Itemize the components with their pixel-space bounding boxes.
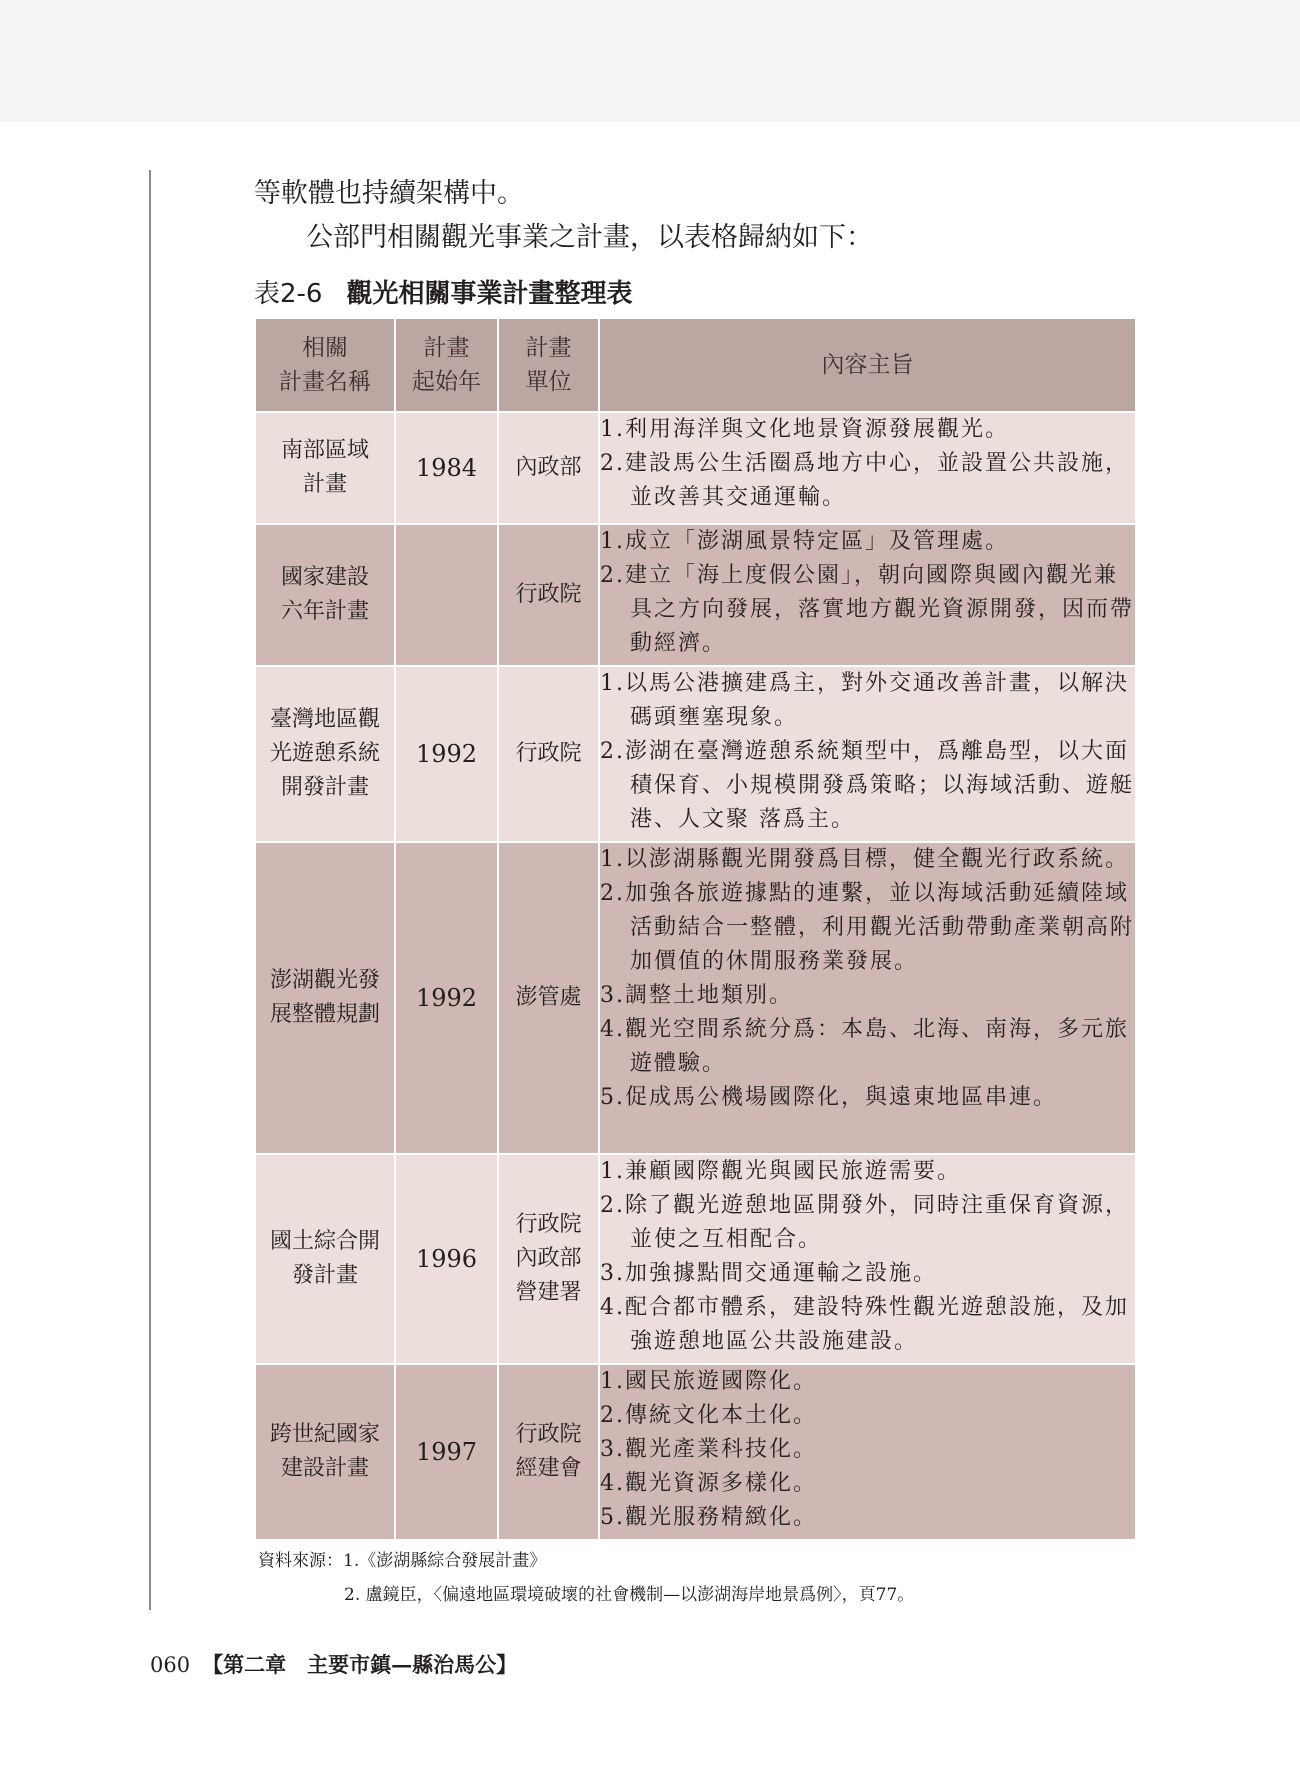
content-item: 4.觀光資源多樣化。 <box>600 1471 817 1496</box>
table-number: 表2-6 <box>254 279 323 309</box>
top-margin-band <box>0 0 1300 122</box>
unit-cell: 內政部 <box>498 412 599 524</box>
content-item: 1.兼顧國際觀光與國民旅遊需要。 <box>600 1159 961 1184</box>
content-item: 3.觀光產業科技化。 <box>600 1437 817 1462</box>
start-year-cell: 1984 <box>395 412 498 524</box>
plan-name-cell: 南部區域 計畫 <box>255 412 395 524</box>
header-content: 內容主旨 <box>599 318 1136 412</box>
plan-name-cell: 臺灣地區觀 光遊憩系統 開發計畫 <box>255 666 395 842</box>
content-item: 1.利用海洋與文化地景資源發展觀光。 <box>600 417 1009 442</box>
content-item: 1.成立「澎湖風景特定區」及管理處。 <box>600 529 1009 554</box>
table-row <box>255 666 1136 842</box>
content-item: 2.澎湖在臺灣遊憩系統類型中，爲離島型，以大面積保育、小規模開發爲策略；以海域活動、遊艇港、人文聚 落爲主。 <box>600 739 1135 832</box>
unit-cell: 澎管處 <box>498 842 599 1154</box>
header-plan-name: 相關 計畫名稱 <box>255 318 395 412</box>
table-row <box>255 412 1136 524</box>
content-cell <box>599 666 1136 842</box>
table-sources <box>258 1544 914 1612</box>
content-cell <box>599 1154 1136 1364</box>
plan-name-cell: 國土綜合開 發計畫 <box>255 1154 395 1364</box>
start-year-cell: 1992 <box>395 666 498 842</box>
content-cell <box>599 1364 1136 1540</box>
body-paragraph-intro: 公部門相關觀光事業之計畫，以表格歸納如下： <box>306 222 873 253</box>
table-header-row <box>255 318 1136 412</box>
start-year-cell: 1997 <box>395 1364 498 1540</box>
body-paragraph-continuation: 等軟體也持續架構中。 <box>254 178 524 209</box>
content-item: 3.調整土地類別。 <box>600 983 793 1008</box>
unit-cell: 行政院 經建會 <box>498 1364 599 1540</box>
table-row <box>255 1154 1136 1364</box>
table-row <box>255 842 1136 1154</box>
content-cell <box>599 524 1136 666</box>
start-year-cell: 1992 <box>395 842 498 1154</box>
content-item: 4.觀光空間系統分爲：本島、北海、南海，多元旅遊體驗。 <box>600 1017 1129 1076</box>
plan-name-cell: 澎湖觀光發 展整體規劃 <box>255 842 395 1154</box>
table-row <box>255 524 1136 666</box>
page-number: 060 <box>150 1653 191 1677</box>
chapter-title: 【第二章 主要市鎮—縣治馬公】 <box>202 1652 518 1677</box>
content-item: 2.建設馬公生活圈爲地方中心，並設置公共設施，並改善其交通運輸。 <box>600 451 1129 510</box>
page-footer <box>150 1650 517 1680</box>
content-item: 2.加強各旅遊據點的連繫，並以海域活動延續陸域活動結合一整體，利用觀光活動帶動產業朝高附加價值的休閒服務業發展。 <box>600 881 1135 974</box>
start-year-cell <box>395 524 498 666</box>
table-row <box>255 1364 1136 1540</box>
content-item: 2.傳統文化本土化。 <box>600 1403 817 1428</box>
table-caption <box>254 276 632 312</box>
unit-cell: 行政院 <box>498 524 599 666</box>
content-item: 1.以澎湖縣觀光開發爲目標，健全觀光行政系統。 <box>600 847 1129 872</box>
content-item: 1.國民旅遊國際化。 <box>600 1369 817 1394</box>
content-item: 5.觀光服務精緻化。 <box>600 1505 817 1530</box>
content-cell <box>599 412 1136 524</box>
tourism-plans-table <box>254 317 1137 1541</box>
content-cell <box>599 842 1136 1154</box>
unit-cell: 行政院 內政部 營建署 <box>498 1154 599 1364</box>
plan-name-cell: 跨世紀國家 建設計畫 <box>255 1364 395 1540</box>
content-item: 3.加強據點間交通運輸之設施。 <box>600 1261 937 1286</box>
content-item: 5.促成馬公機場國際化，與遠東地區串連。 <box>600 1085 1057 1110</box>
left-margin-rule <box>149 170 151 1610</box>
source-line: 資料來源：1.《澎湖縣綜合發展計畫》 <box>258 1551 547 1571</box>
content-item: 1.以馬公港擴建爲主，對外交通改善計畫，以解決碼頭壅塞現象。 <box>600 671 1129 730</box>
plan-name-cell: 國家建設 六年計畫 <box>255 524 395 666</box>
header-unit: 計畫 單位 <box>498 318 599 412</box>
start-year-cell: 1996 <box>395 1154 498 1364</box>
header-start-year: 計畫 起始年 <box>395 318 498 412</box>
content-item: 2.建立「海上度假公園」，朝向國際與國內觀光兼具之方向發展，落實地方觀光資源開發，因而帶動經濟。 <box>600 563 1135 656</box>
table-title: 觀光相關事業計畫整理表 <box>346 279 633 309</box>
content-item: 4.配合都市體系，建設特殊性觀光遊憩設施，及加強遊憩地區公共設施建設。 <box>600 1295 1129 1354</box>
unit-cell: 行政院 <box>498 666 599 842</box>
content-item: 2.除了觀光遊憩地區開發外，同時注重保育資源，並使之互相配合。 <box>600 1193 1129 1252</box>
source-line: 2. 盧鏡臣，〈偏遠地區環境破壞的社會機制—以澎湖海岸地景爲例〉，頁77。 <box>344 1585 915 1605</box>
